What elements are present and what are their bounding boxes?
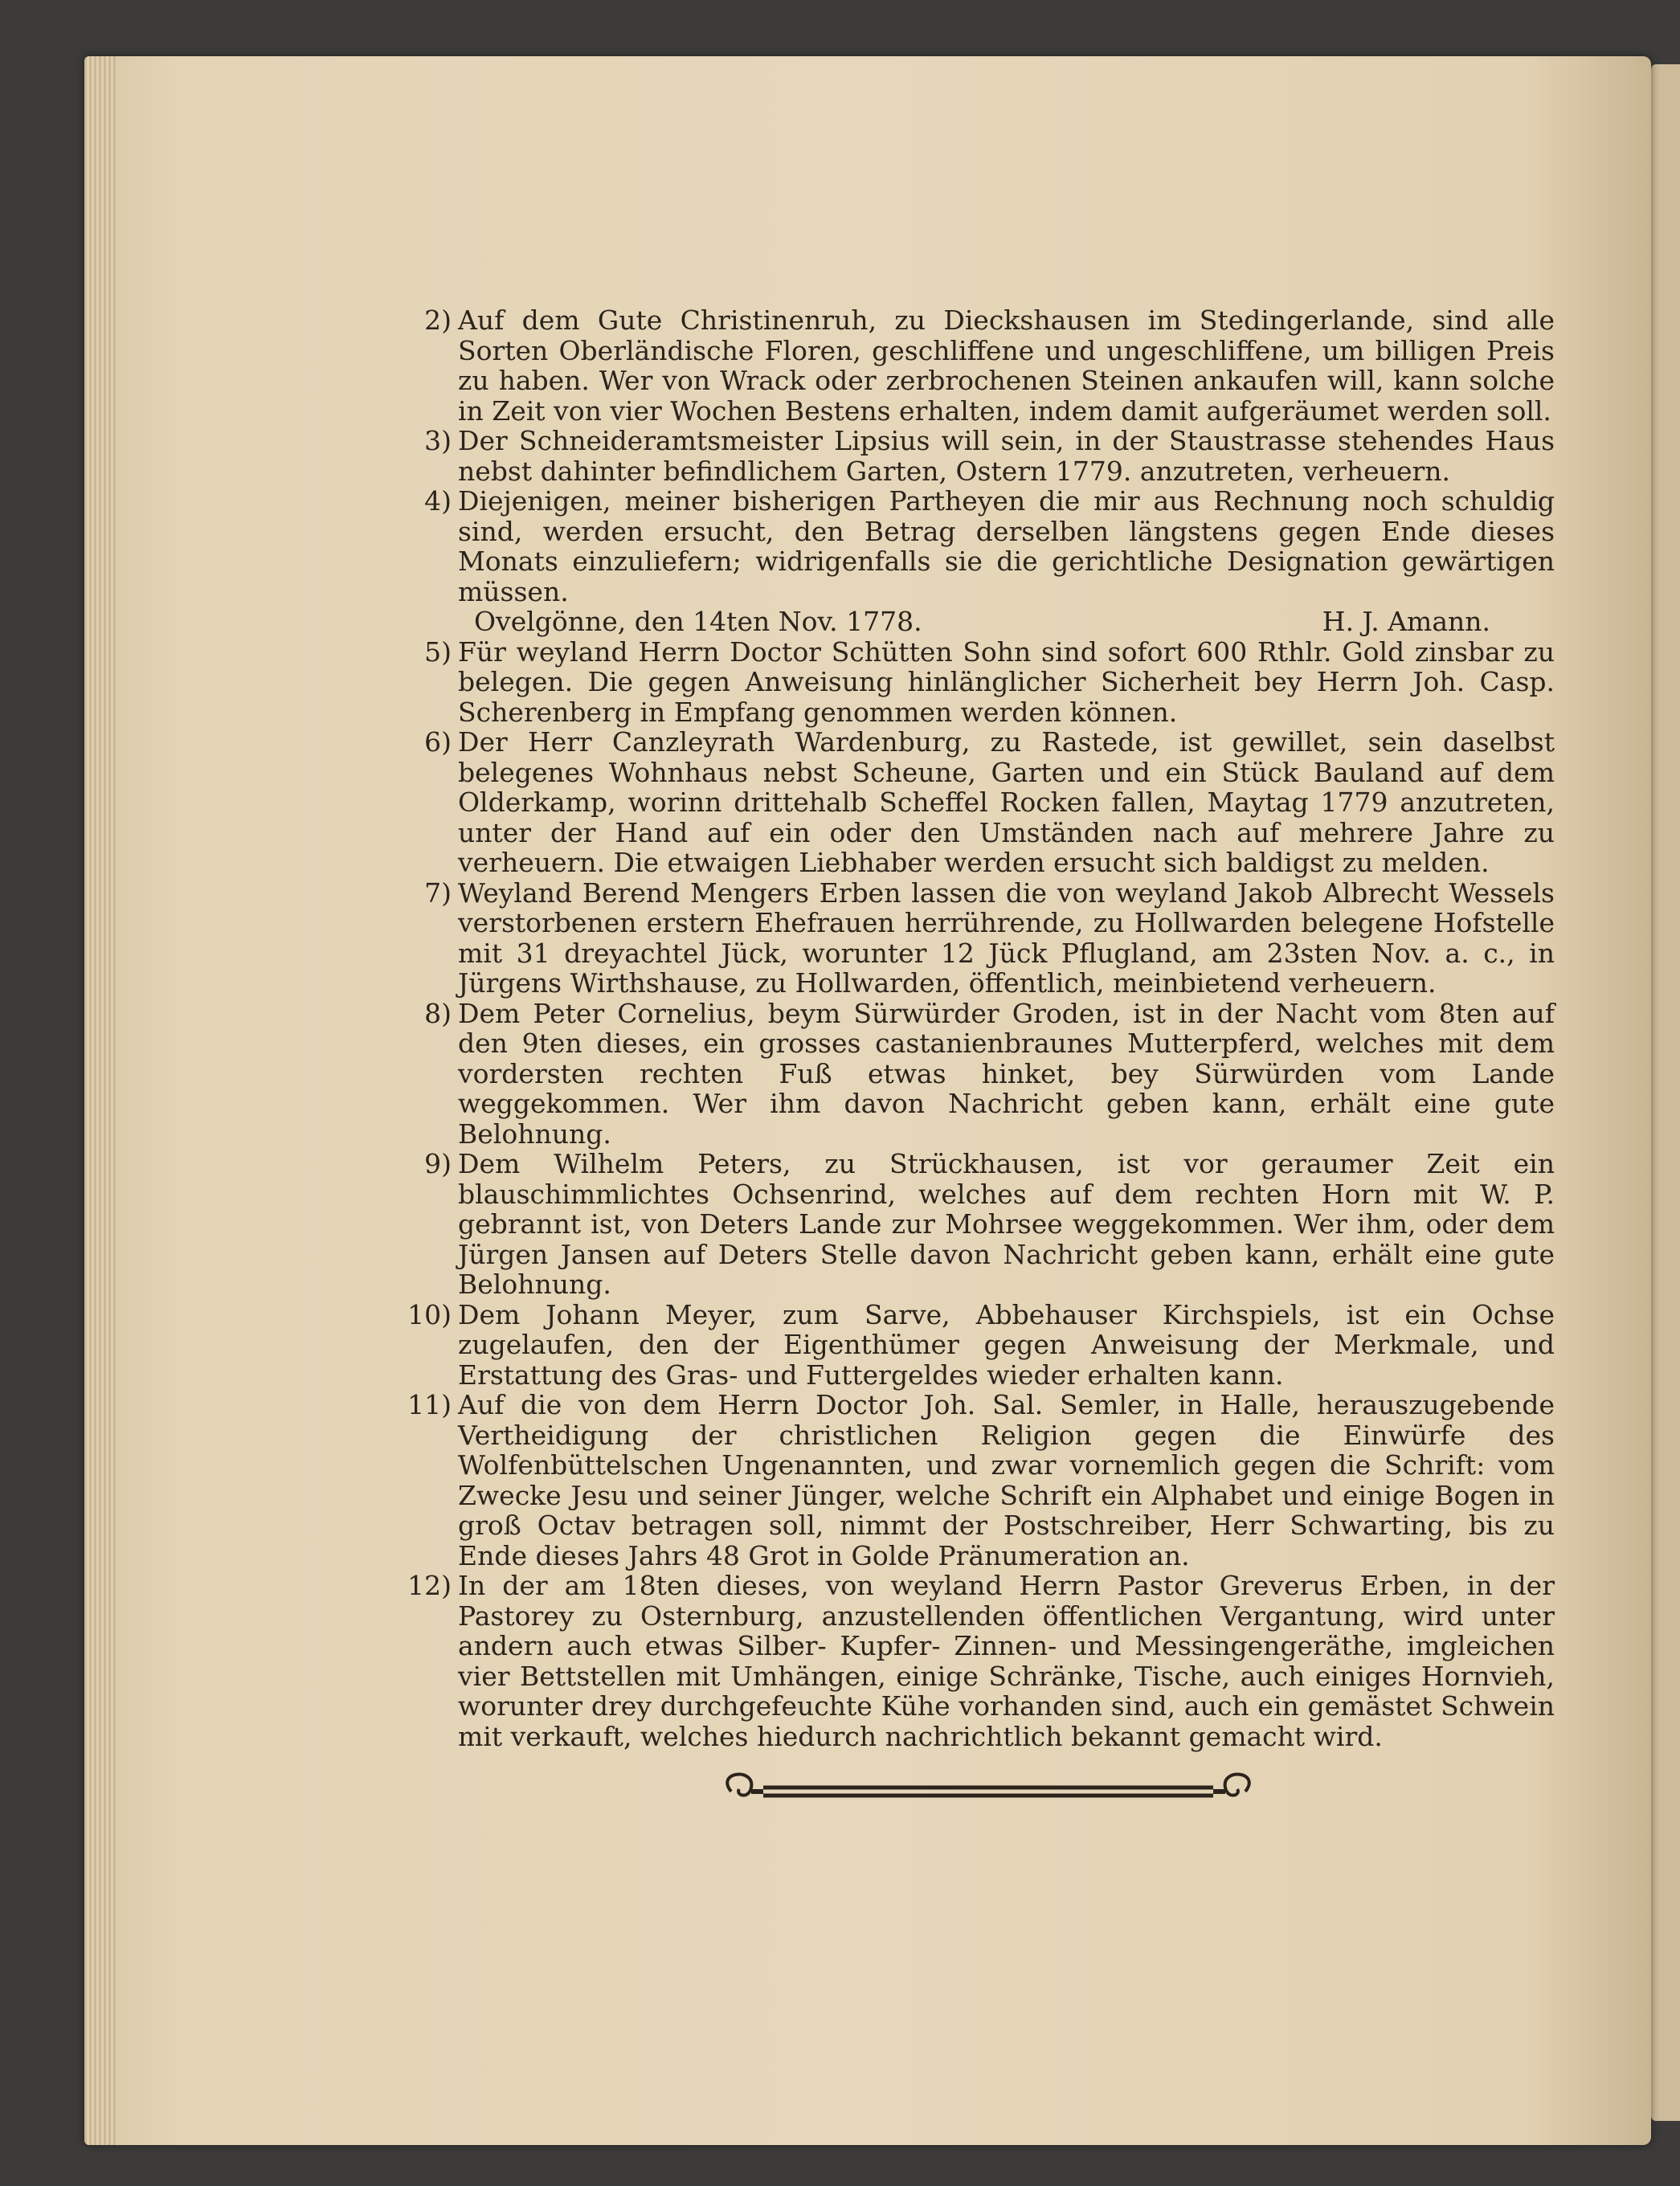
- facing-page-edge: [1651, 64, 1680, 2121]
- notice-number: 10): [407, 1298, 452, 1330]
- notice-item: [394, 1571, 1555, 1751]
- notice-number: 7): [424, 876, 452, 909]
- notice-number: 12): [407, 1570, 452, 1601]
- notice-text: Dem Johann Meyer, zum Sarve, Abbehauser Kirchspiels, ist ein Ochse zugelaufen, den der Eigenthümer gegen Anweisung der Merkmale, und Erstattung des Gras- und Futtergeldes wieder erhalten kann.: [458, 1298, 1555, 1391]
- notice-text: Auf die von dem Herrn Doctor Joh. Sal. Semler, in Halle, herauszugebende Vertheidigung der christlichen Religion gegen die Einwürfe des Wolfenbüttelschen Ungenannten, und zwar vornemlich gegen die Schrift: vom Zwecke Jesu und seiner Jünger, welche Schrift ein Alphabet und einige Bogen in groß Octav betragen soll, nimmt der Postschreiber, Herr Schwarting, bis zu Ende dieses Jahrs 48 Grot in Golde Pränumeration an.: [458, 1389, 1555, 1571]
- signature-line: [394, 607, 1555, 637]
- signature-name: H. J. Amann.: [1322, 606, 1490, 637]
- notice-number: 9): [424, 1148, 452, 1179]
- page-edges: [84, 56, 116, 2145]
- signature-place-date: Ovelgönne, den 14ten Nov. 1778.: [474, 606, 922, 637]
- notice-item: [394, 426, 1555, 486]
- notice-number: 5): [424, 635, 452, 668]
- notice-number: 6): [424, 726, 452, 758]
- notice-text: Weyland Berend Mengers Erben lassen die von weyland Jakob Albrecht Wessels verstorbenen erstern Ehefrauen herrührende, zu Hollwarden belegene Hofstelle mit 31 dreyachtel Jück, worunter 12 Jück Pflugland, am 23sten Nov. a. c., in Jürgens Wirthshause, zu Hollwarden, öffentlich, meinbietend verheuern.: [458, 876, 1555, 999]
- notice-text: Für weyland Herrn Doctor Schütten Sohn sind sofort 600 Rthlr. Gold zinsbar zu belegen. Die gegen Anweisung hinlänglicher Sicherheit bey Herrn Joh. Casp. Scherenberg in Empfang genommen werden können.: [458, 635, 1555, 728]
- notice-text: Dem Peter Cornelius, beym Sürwürder Groden, ist in der Nacht vom 8ten auf den 9ten dieses, ein grosses castanienbraunes Mutterpferd, welches mit dem vordersten rechten Fuß etwas hinket, bey Sürwürden vom Lande weggekommen. Wer ihm davon Nachricht geben kann, erhält eine gute Belohnung.: [458, 997, 1555, 1150]
- notice-item: [394, 727, 1555, 878]
- notice-text: Der Herr Canzleyrath Wardenburg, zu Rastede, ist gewillet, sein daselbst belegenes Wohnhaus nebst Scheune, Garten und ein Stück Bauland auf dem Olderkamp, worinn drittehalb Scheffel Rocken fallen, Maytag 1779 anzutreten, unter der Hand auf ein oder den Umständen nach auf mehrere Jahre zu verheuern. Die etwaigen Liebhaber werden ersucht sich baldigst zu melden.: [458, 726, 1555, 878]
- notice-number: 3): [424, 425, 452, 456]
- notice-item: [394, 637, 1555, 728]
- notice-item: [394, 486, 1555, 607]
- notice-item: [394, 999, 1555, 1150]
- notice-text: Diejenigen, meiner bisherigen Partheyen die mir aus Rechnung noch schuldig sind, werden ersucht, den Betrag derselben längstens gegen Ende dieses Monats einzuliefern; widrigenfalls sie die gerichtliche Designation gewärtigen müssen.: [458, 485, 1555, 607]
- notice-item: [394, 1149, 1555, 1300]
- notice-item: [394, 878, 1555, 999]
- notice-item: [394, 305, 1555, 426]
- notice-item: [394, 1390, 1555, 1571]
- notice-text: Der Schneideramtsmeister Lipsius will sein, in der Staustrasse stehendes Haus nebst dahinter befindlichem Garten, Ostern 1779. anzutreten, verheuern.: [458, 425, 1555, 487]
- notice-number: 4): [424, 485, 452, 517]
- ornament-divider: [707, 1763, 1269, 1820]
- notice-text: Auf dem Gute Christinenruh, zu Dieckshausen im Stedingerlande, sind alle Sorten Oberländische Floren, geschliffene und ungeschliffene, um billigen Preis zu haben. Wer von Wrack oder zerbrochenen Steinen ankaufen will, kann solche in Zeit von vier Wochen Bestens erhalten, indem damit aufgeräumet werden soll.: [458, 304, 1555, 427]
- notice-text: Dem Wilhelm Peters, zu Strückhausen, ist vor geraumer Zeit ein blauschimmlichtes Ochsenrind, welches auf dem rechten Horn mit W. P. gebrannt ist, von Deters Lande zur Mohrsee weggekommen. Wer ihm, oder dem Jürgen Jansen auf Deters Stelle davon Nachricht geben kann, erhält eine gute Belohnung.: [458, 1148, 1555, 1300]
- notice-number: 11): [407, 1389, 452, 1420]
- notice-text: In der am 18ten dieses, von weyland Herrn Pastor Greverus Erben, in der Pastorey zu Osternburg, anzustellenden öffentlichen Vergantung, wird unter andern auch etwas Silber- Kupfer- Zinnen- und Messingengeräthe, imgleichen vier Bettstellen mit Umhängen, einige Schränke, Tische, auch einiges Hornvieh, worunter drey durchgefeuchte Kühe vorhanden sind, auch ein gemästet Schwein mit verkauft, welches hiedurch nachrichtlich bekannt gemacht wird.: [458, 1570, 1555, 1752]
- notices-text: [394, 305, 1555, 1751]
- notice-item: [394, 1300, 1555, 1391]
- notice-number: 2): [424, 304, 452, 336]
- notice-number: 8): [424, 997, 452, 1029]
